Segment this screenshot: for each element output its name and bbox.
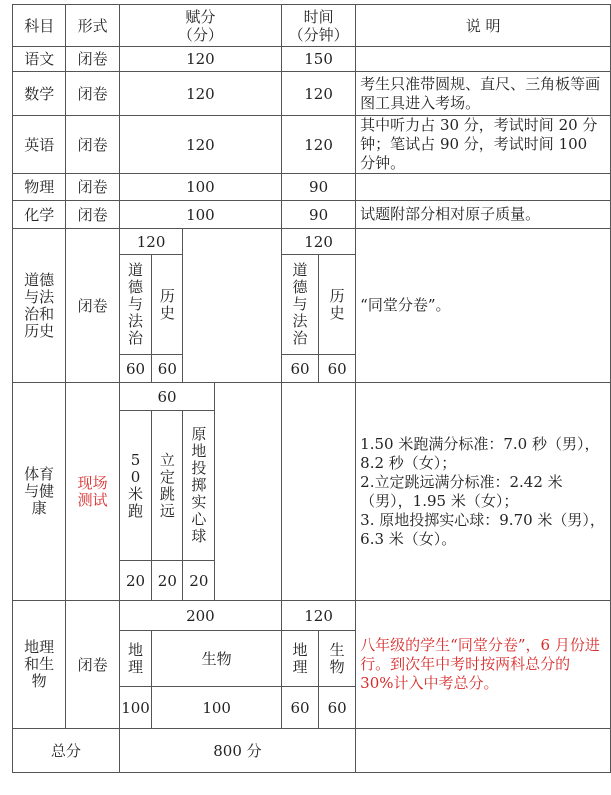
note-cell: 考生只准带圆规、直尺、三角板等画图工具进入考场。 bbox=[356, 72, 611, 116]
empty-cell bbox=[183, 229, 282, 255]
empty-cell bbox=[215, 383, 282, 601]
subject-cell: 化学 bbox=[13, 201, 66, 229]
subject-cell: 语文 bbox=[13, 47, 66, 72]
empty-cell bbox=[282, 383, 356, 601]
time-cell: 120 bbox=[282, 72, 356, 116]
time-value-cell: 60 bbox=[319, 687, 356, 729]
header-score: 赋分 （分） bbox=[119, 5, 281, 47]
total-label: 总分 bbox=[13, 729, 120, 773]
row-geo-bio bbox=[13, 601, 611, 631]
note-line: 3. 原地投掷实心球：9.70 米（男），6.3 米（女）。 bbox=[360, 510, 605, 548]
time-part-cell: 道德与法治 bbox=[282, 255, 319, 355]
header-subject: 科目 bbox=[13, 5, 66, 47]
score-value-cell: 100 bbox=[152, 687, 282, 729]
time-total-cell: 120 bbox=[282, 229, 356, 255]
time-value-cell: 60 bbox=[282, 355, 319, 383]
score-cell: 100 bbox=[119, 174, 281, 201]
subject-cell: 物理 bbox=[13, 174, 66, 201]
score-part-cell: 道德与法治 bbox=[119, 255, 152, 355]
note-cell: 试题附部分相对原子质量。 bbox=[356, 201, 611, 229]
pe-item-cell: 原地投掷实心球 bbox=[183, 411, 215, 561]
form-cell: 闭卷 bbox=[66, 229, 119, 383]
form-cell: 闭卷 bbox=[66, 601, 119, 729]
score-part-cell: 地理 bbox=[119, 631, 152, 687]
time-cell: 150 bbox=[282, 47, 356, 72]
form-cell: 闭卷 bbox=[66, 116, 119, 174]
header-form: 形式 bbox=[66, 5, 119, 47]
note-cell bbox=[356, 47, 611, 72]
empty-cell bbox=[183, 355, 282, 383]
subject-cell: 数学 bbox=[13, 72, 66, 116]
note-line: 1.50 米跑满分标准：7.0 秒（男），8.2 秒（女）； bbox=[360, 434, 600, 472]
score-part-cell: 生物 bbox=[152, 631, 282, 687]
row-physics bbox=[13, 174, 611, 201]
row-pe bbox=[13, 383, 611, 411]
score-total-cell: 200 bbox=[119, 601, 281, 631]
time-cell: 120 bbox=[282, 116, 356, 174]
note-cell: “同堂分卷”。 bbox=[356, 229, 611, 383]
subject-cell: 道德与法治和历史 bbox=[13, 229, 66, 383]
note-cell: 其中听力占 30 分，考试时间 20 分钟；笔试占 90 分，考试时间 100 分钟。 bbox=[356, 116, 611, 174]
form-cell: 现场测试 bbox=[66, 383, 119, 601]
note-line: 2.立定跳远满分标准：2.42 米（男），1.95 米（女）； bbox=[360, 472, 563, 510]
time-part-cell: 生物 bbox=[319, 631, 356, 687]
form-cell: 闭卷 bbox=[66, 201, 119, 229]
pe-value-cell: 20 bbox=[119, 561, 152, 601]
pe-item-cell: 立定跳远 bbox=[152, 411, 183, 561]
time-value-cell: 60 bbox=[319, 355, 356, 383]
pe-value-cell: 20 bbox=[152, 561, 183, 601]
score-cell: 120 bbox=[119, 116, 281, 174]
time-value-cell: 60 bbox=[282, 687, 319, 729]
time-cell: 90 bbox=[282, 201, 356, 229]
empty-cell bbox=[183, 255, 282, 355]
note-cell: 八年级的学生“同堂分卷”，6 月份进行。到次年中考时按两科总分的 30%计入中考总分。 bbox=[356, 601, 611, 729]
subject-cell: 体育与健康 bbox=[13, 383, 66, 601]
row-morality-history bbox=[13, 229, 611, 255]
empty-cell bbox=[356, 729, 611, 773]
score-cell: 120 bbox=[119, 47, 281, 72]
time-total-cell: 120 bbox=[282, 601, 356, 631]
subject-cell: 英语 bbox=[13, 116, 66, 174]
row-math bbox=[13, 72, 611, 116]
time-part-cell: 地理 bbox=[282, 631, 319, 687]
note-cell bbox=[356, 383, 611, 601]
form-cell: 闭卷 bbox=[66, 174, 119, 201]
subject-cell: 地理和生物 bbox=[13, 601, 66, 729]
note-cell bbox=[356, 174, 611, 201]
exam-table bbox=[12, 4, 611, 773]
row-english bbox=[13, 116, 611, 174]
score-cell: 100 bbox=[119, 201, 281, 229]
time-cell: 90 bbox=[282, 174, 356, 201]
score-total-cell: 120 bbox=[119, 229, 183, 255]
score-value-cell: 60 bbox=[119, 355, 152, 383]
score-cell: 120 bbox=[119, 72, 281, 116]
form-cell: 闭卷 bbox=[66, 72, 119, 116]
row-total bbox=[13, 729, 611, 773]
header-row bbox=[13, 5, 611, 47]
header-note: 说 明 bbox=[356, 5, 611, 47]
score-value-cell: 100 bbox=[119, 687, 152, 729]
row-chemistry bbox=[13, 201, 611, 229]
form-cell: 闭卷 bbox=[66, 47, 119, 72]
total-value: 800 分 bbox=[119, 729, 355, 773]
header-time: 时间 （分钟） bbox=[282, 5, 356, 47]
score-total-cell: 60 bbox=[119, 383, 215, 411]
time-part-cell: 历史 bbox=[319, 255, 356, 355]
pe-item-cell: 50米跑 bbox=[119, 411, 152, 561]
row-chinese bbox=[13, 47, 611, 72]
score-value-cell: 60 bbox=[152, 355, 183, 383]
score-part-cell: 历史 bbox=[152, 255, 183, 355]
pe-value-cell: 20 bbox=[183, 561, 215, 601]
